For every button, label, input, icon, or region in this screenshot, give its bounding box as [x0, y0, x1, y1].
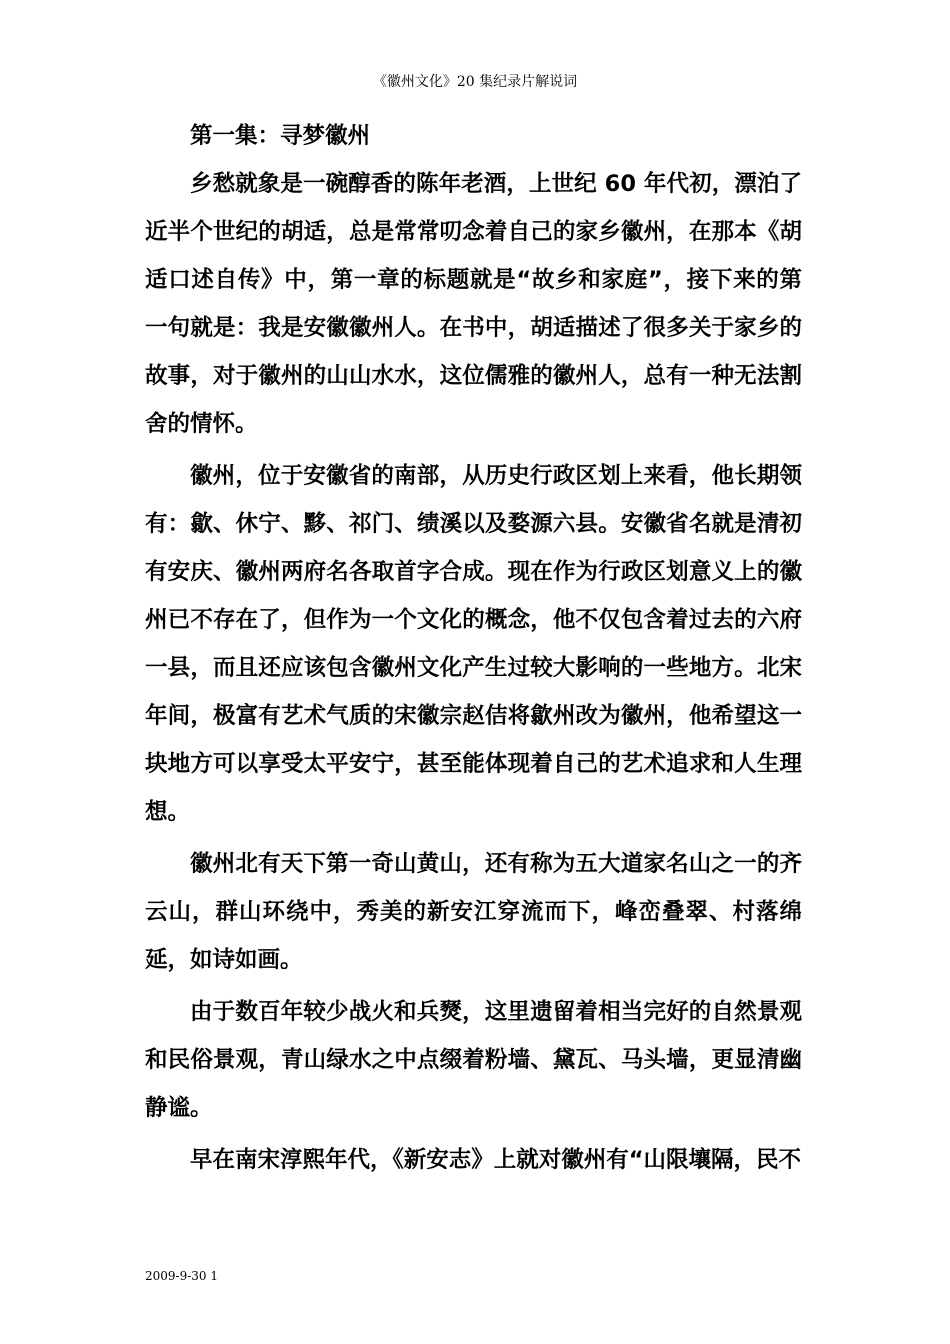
paragraph: 乡愁就象是一碗醇香的陈年老酒，上世纪 60 年代初，漂泊了近半个世纪的胡适，总是常常叨念着自己的家乡徽州，在那本《胡适口述自传》中，第一章的标题就是“故乡和家庭”，接下来的第一句就是：我是安徽徽州人。在书中，胡适描述了很多关于家乡的故事，对于徽州的山山水水，这位儒雅的徽州人，总有一种无法割舍的情怀。	[145, 171, 802, 437]
paragraph: 徽州北有天下第一奇山黄山，还有称为五大道家名山之一的齐云山，群山环绕中，秀美的新安江穿流而下，峰峦叠翠、村落绵延，如诗如画。	[145, 851, 802, 973]
section-heading: 第一集：寻梦徽州	[190, 123, 371, 149]
paragraph: 徽州，位于安徽省的南部，从历史行政区划上来看，他长期领有：歙、休宁、黟、祁门、绩溪以及婺源六县。安徽省名就是清初有安庆、徽州两府名各取首字合成。现在作为行政区划意义上的徽州已不存在了，但作为一个文化的概念，他不仅包含着过去的六府一县，而且还应该包含徽州文化产生过较大影响的一些地方。北宋年间，极富有艺术气质的宋徽宗赵佶将歙州改为徽州，他希望这一块地方可以享受太平安宁，甚至能体现着自己的艺术追求和人生理想。	[145, 463, 802, 825]
page-footer: 2009-9-30 1	[145, 1269, 219, 1283]
paragraph: 由于数百年较少战火和兵燹，这里遗留着相当完好的自然景观和民俗景观，青山绿水之中点缀着粉墙、黛瓦、马头墙，更显清幽静谧。	[145, 999, 802, 1121]
paragraph: 早在南宋淳熙年代，《新安志》上就对徽州有“山限壤隔，民不	[190, 1147, 802, 1173]
page-header: 《徽州文化》20 集纪录片解说词	[372, 74, 578, 90]
document-body	[145, 112, 802, 1188]
